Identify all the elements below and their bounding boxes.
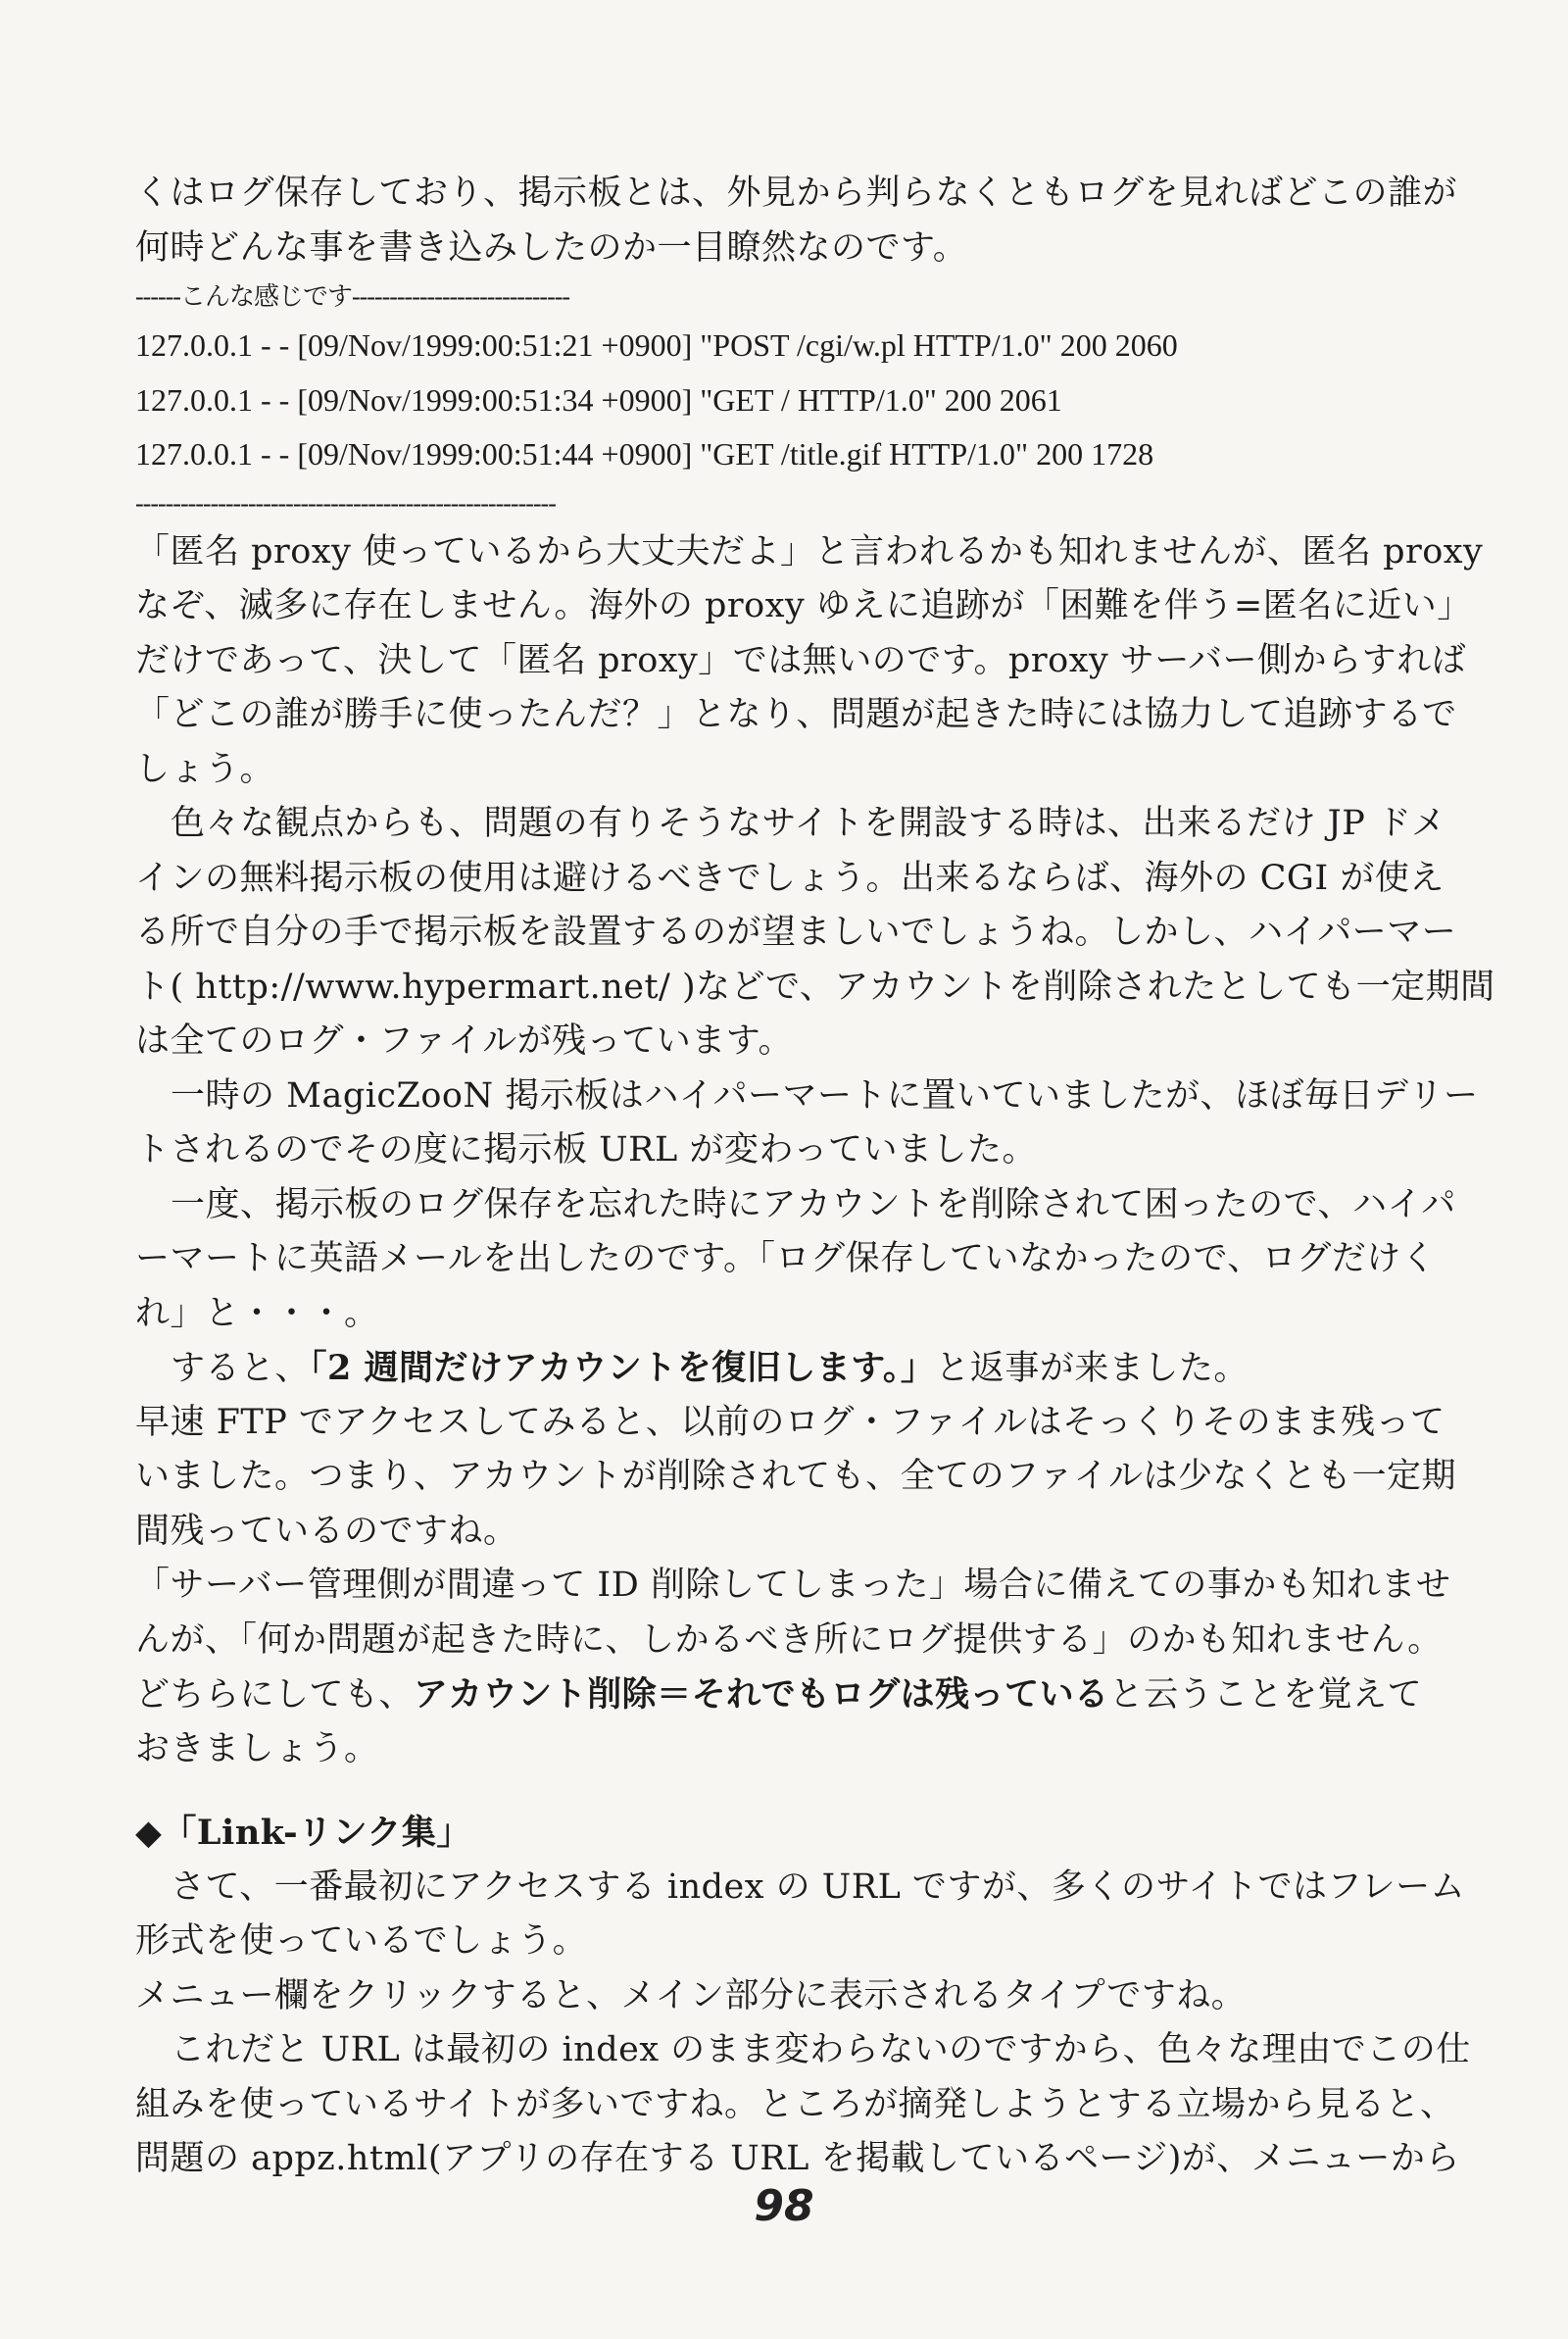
text-line: トされるのでその度に掲示板 URL が変わっていました。 [135,1130,1037,1170]
text-line: 色々な観点からも、問題の有りそうなサイトを開設する時は、出来るだけ JP ドメ [171,804,1446,843]
text-line: ーマートに英語メールを出したのです。「ログ保存していなかったので、ログだけく [135,1239,1437,1278]
emphasis-text: 「2 週間だけアカウントを復旧します。」 [310,1348,936,1388]
text-line: これだと URL は最初の index のまま変わらないのですから、色々な理由でこの仕 [171,2030,1471,2069]
text-line: なぞ、滅多に存在しません。海外の proxy ゆえに追跡が「困難を伴う=匿名に近い」 [135,586,1472,625]
text-line: ト( http://www.hypermart.net/ )などで、アカウントを削除されたとしても一定期間 [135,967,1495,1007]
text-span: すると、 [171,1349,311,1388]
text-line: 問題の appz.html(アプリの存在する URL を掲載しているページ)が、メニューから [135,2139,1460,2178]
log-line: 127.0.0.1 - - [09/Nov/1999:00:51:21 +0900] "POST /cgi/w.pl HTTP/1.0" 200 2060 [135,327,1178,363]
text-line: さて、一番最初にアクセスする index の URL ですが、多くのサイトではフレーム [171,1866,1466,1907]
text-line: だけであって、決して「匿名 proxy」では無いのです。proxy サーバー側からすれば [135,640,1467,680]
text-line: る所で自分の手で掲示板を設置するのが望ましいでしょうね。しかし、ハイパーマー [135,913,1457,952]
text-line: 一度、掲示板のログ保存を忘れた時にアカウントを削除されて困ったので、ハイパ [171,1184,1456,1224]
page-body [135,167,1495,2187]
text-line: 形式を使っているでしょう。 [135,1921,588,1961]
text-line: 一時の MagicZooN 掲示板はハイパーマートに置いていましたが、ほぼ毎日デリー [171,1075,1479,1116]
text-line: んが、「何か問題が起きた時に、しかるべき所にログ提供する」のかも知れません。 [135,1619,1443,1660]
page-number: 98 [754,2181,814,2231]
log-line: 127.0.0.1 - - [09/Nov/1999:00:51:34 +0900] "GET / HTTP/1.0" 200 2061 [135,381,1062,418]
section-heading: ◆「Link-リンク集」 [135,1813,471,1853]
text-span: と返事が来ました。 [935,1349,1249,1388]
text-line: 「どこの誰が勝手に使ったんだ？」となり、問題が起きた時には協力して追跡するで [135,695,1457,734]
text-line: くはログ保存しており、掲示板とは、外見から判らなくともログを見ればどこの誰が [135,174,1458,213]
text-line: れ」と・・・。 [135,1293,379,1333]
text-line: 「匿名 proxy 使っているから大丈夫だよ」と言われるかも知れませんが、匿名 proxy [135,531,1484,572]
text-line: おきましょう。 [135,1728,379,1768]
log-header: ------こんな感じです----------------------------- [135,282,570,311]
text-line [135,1667,1488,1722]
text-span: と云うことを覚えて [1108,1675,1423,1715]
log-line: 127.0.0.1 - - [09/Nov/1999:00:51:44 +0900] "GET /title.gif HTTP/1.0" 200 1728 [135,436,1154,472]
text-line: メニュー欄をクリックすると、メイン部分に表示されるタイプですね。 [135,1975,1247,2016]
text-line: 何時どんな事を書き込みしたのか一目瞭然なのです。 [135,227,968,268]
text-line [135,1341,1488,1396]
text-line: 早速 FTP でアクセスしてみると、以前のログ・ファイルはそっくりそのまま残って [135,1402,1446,1442]
text-line: いました。つまり、アカウントが削除されても、全てのファイルは少なくとも一定期 [135,1457,1456,1496]
text-span: どちらにしても、 [135,1675,415,1715]
emphasis-text: アカウント削除＝それでもログは残っている [414,1674,1109,1715]
text-line: 組みを使っているサイトが多いですね。ところが摘発しようとする立場から見ると、 [135,2084,1455,2124]
text-line: しょう。 [135,749,275,789]
text-line: は全てのログ・ファイルが残っています。 [135,1021,794,1061]
text-line: 間残っているのですね。 [135,1511,518,1551]
log-footer: -------------------------------------------------------- [135,488,556,518]
text-line: 「サーバー管理側が間違って ID 削除してしまった」場合に備えての事かも知れませ [135,1566,1451,1605]
text-line: インの無料掲示板の使用は避けるべきでしょう。出来るならば、海外の CGI が使え [135,858,1445,898]
